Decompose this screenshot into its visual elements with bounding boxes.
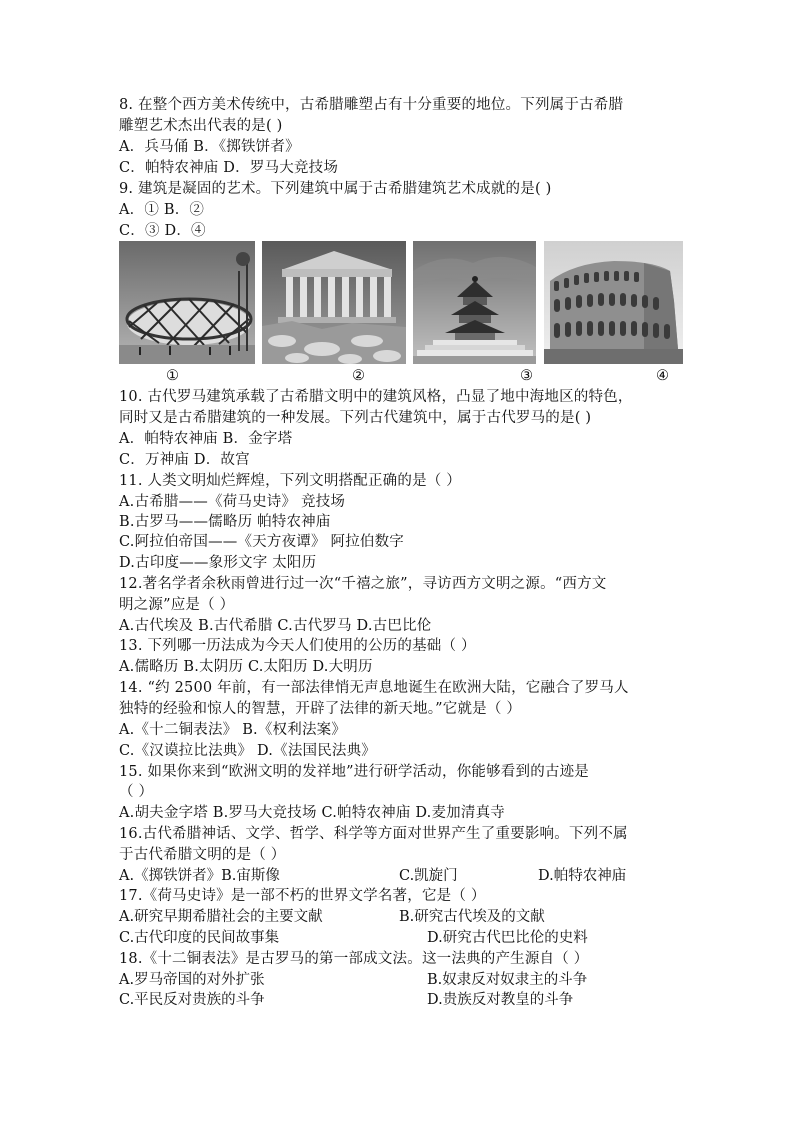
q16-option-ab: A.《掷铁饼者》B.宙斯像 — [119, 868, 280, 884]
q9-options-ab: A．① B．② — [119, 202, 205, 218]
q16-stem-line2: 于古代希腊文明的是（ ） — [119, 847, 286, 863]
photo-caption-3: ③ — [520, 368, 533, 384]
q11-option-b: B.古罗马——儒略历 帕特农神庙 — [119, 514, 331, 530]
q16-stem-line1: 16.古代希腊神话、文学、哲学、科学等方面对世界产生了重要影响。下列不属 — [119, 826, 628, 842]
q9-options-cd: C．③ D．④ — [119, 223, 206, 239]
q10-stem-line2: 同时又是古希腊建筑的一种发展。下列古代建筑中，属于古代罗马的是( ) — [119, 410, 592, 426]
colosseum-photo — [544, 241, 683, 364]
q17-option-d: D.研究古代巴比伦的史料 — [427, 930, 588, 946]
q16-option-d: D.帕特农神庙 — [538, 868, 627, 884]
q17-option-b: B.研究古代埃及的文献 — [399, 909, 545, 925]
q10-options-ab: A．帕特农神庙 B．金字塔 — [119, 431, 293, 447]
q8-options-ab: A．兵马俑 B．《掷铁饼者》 — [119, 139, 300, 155]
q13-stem: 13. 下列哪一历法成为今天人们使用的公历的基础（ ） — [119, 638, 476, 654]
q12-stem-line2: 明之源”应是（ ） — [119, 597, 235, 613]
q18-option-b: B.奴隶反对奴隶主的斗争 — [427, 972, 588, 988]
temple-of-heaven-photo — [413, 241, 536, 364]
q14-options-ab: A.《十二铜表法》 B.《权利法案》 — [119, 722, 347, 738]
q18-option-c: C.平民反对贵族的斗争 — [119, 992, 265, 1008]
q17-stem: 17.《荷马史诗》是一部不朽的世界文学名著，它是（ ） — [119, 888, 486, 904]
q16-option-c: C.凯旋门 — [399, 868, 458, 884]
q10-stem-line1: 10. 古代罗马建筑承载了古希腊文明中的建筑风格，凸显了地中海地区的特色， — [119, 389, 633, 405]
q11-option-a: A.古希腊——《荷马史诗》 竞技场 — [119, 494, 346, 510]
q18-option-a: A.罗马帝国的对外扩张 — [119, 972, 265, 988]
q17-option-c: C.古代印度的民间故事集 — [119, 930, 280, 946]
q18-option-d: D.贵族反对教皇的斗争 — [427, 992, 574, 1008]
q17-option-a: A.研究早期希腊社会的主要文献 — [119, 909, 323, 925]
q14-stem-line2: 独特的经验和惊人的智慧，开辟了法律的新天地。”它就是（ ） — [119, 701, 522, 717]
photo-caption-4: ④ — [656, 368, 669, 384]
photo-caption-1: ① — [166, 368, 179, 384]
parthenon-photo — [262, 241, 406, 364]
q14-options-cd: C.《汉谟拉比法典》 D.《法国民法典》 — [119, 743, 377, 759]
bird-nest-stadium-photo — [119, 241, 255, 364]
q11-stem: 11. 人类文明灿烂辉煌，下列文明搭配正确的是（ ） — [119, 473, 461, 489]
q11-option-c: C.阿拉伯帝国——《天方夜谭》 阿拉伯数字 — [119, 534, 404, 550]
q13-options: A.儒略历 B.太阴历 C.太阳历 D.大明历 — [119, 659, 373, 675]
q9-stem: 9. 建筑是凝固的艺术。下列建筑中属于古希腊建筑艺术成就的是( ) — [119, 181, 552, 197]
q8-stem-line2: 雕塑艺术杰出代表的是( ) — [119, 118, 283, 134]
photo-caption-2: ② — [352, 368, 365, 384]
q15-stem-line2: （ ） — [119, 784, 154, 800]
q11-option-d: D.古印度——象形文字 太阳历 — [119, 555, 317, 571]
q8-options-cd: C．帕特农神庙 D．罗马大竞技场 — [119, 160, 339, 176]
q15-stem-line1: 15. 如果你来到“欧洲文明的发祥地”进行研学活动，你能够看到的古迹是 — [119, 764, 589, 780]
q12-stem-line1: 12.著名学者余秋雨曾进行过一次“千禧之旅”，寻访西方文明之源。“西方文 — [119, 576, 607, 592]
q12-options: A.古代埃及 B.古代希腊 C.古代罗马 D.古巴比伦 — [119, 618, 432, 634]
q10-options-cd: C．万神庙 D．故宫 — [119, 452, 250, 468]
q18-stem: 18.《十二铜表法》是古罗马的第一部成文法。这一法典的产生源自（ ） — [119, 951, 589, 967]
q15-options: A.胡夫金字塔 B.罗马大竞技场 C.帕特农神庙 D.麦加清真寺 — [119, 805, 505, 821]
q14-stem-line1: 14. “约 2500 年前，有一部法律悄无声息地诞生在欧洲大陆，它融合了罗马人 — [119, 680, 629, 696]
q8-stem-line1: 8. 在整个西方美术传统中，古希腊雕塑占有十分重要的地位。下列属于古希腊 — [119, 97, 624, 113]
